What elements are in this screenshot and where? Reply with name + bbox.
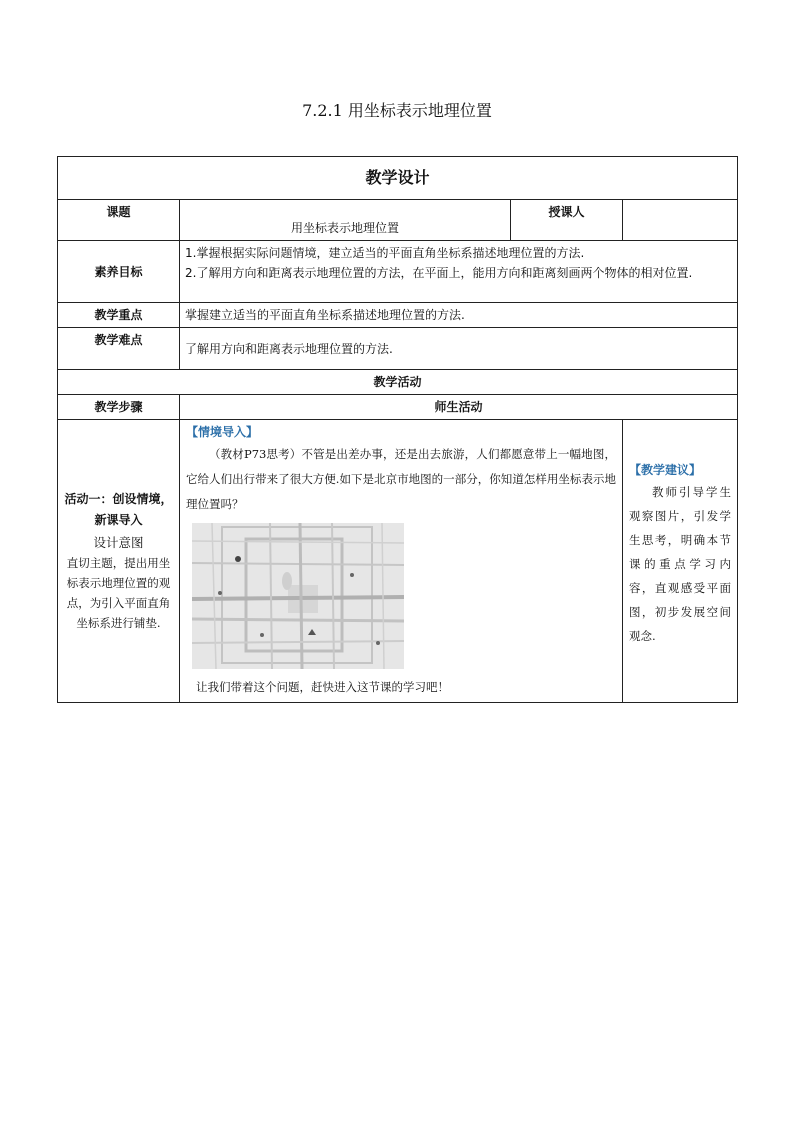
- teacher-label: 授课人: [511, 200, 623, 241]
- topic-value: 用坐标表示地理位置: [180, 200, 511, 241]
- closing-sentence: 让我们带着这个问题，赶快进入这节课的学习吧！: [196, 680, 449, 694]
- goals-cell: [180, 241, 738, 303]
- goals-label: 素养目标: [58, 241, 180, 303]
- teacher-student-label: 师生活动: [180, 395, 738, 420]
- beijing-map-image: [192, 523, 404, 669]
- page-title: 7.2.1 用坐标表示地理位置: [302, 101, 492, 120]
- difficulty-value: 了解用方向和距离表示地理位置的方法.: [180, 328, 738, 370]
- design-intent-label: 设计意图: [93, 535, 144, 550]
- key-point-label: 教学重点: [58, 303, 180, 328]
- topic-label: 课题: [58, 200, 180, 241]
- scenario-paragraph: （教材P73思考）不管是出差办事，还是出去旅游，人们都愿意带上一幅地图，它给人们出行带来了很大方便.如下是北京市地图的一部分，你知道怎样用坐标表示地理位置吗？: [186, 447, 616, 511]
- goal-item: 2.了解用方向和距离表示地理位置的方法，在平面上，能用方向和距离刻画两个物体的相对位置.: [185, 266, 693, 280]
- teaching-suggestion-cell: [623, 420, 738, 703]
- difficulty-label: 教学难点: [58, 328, 180, 370]
- scenario-tag: 【情境导入】: [186, 425, 259, 439]
- design-intent-text: 直切主题，提出用坐标表示地理位置的观点，为引入平面直角坐标系进行铺垫.: [66, 556, 171, 630]
- activity-name: 活动一：创设情境，新课导入: [64, 492, 173, 527]
- lesson-plan-table: [57, 156, 738, 703]
- teacher-value: [623, 200, 738, 241]
- key-point-value: 掌握建立适当的平面直角坐标系描述地理位置的方法.: [180, 303, 738, 328]
- suggestion-tag: 【教学建议】: [629, 463, 702, 477]
- suggestion-text: 教师引导学生观察图片，引发学生思考，明确本节课的重点学习内容，直观感受平面图，初步发展空间观念.: [629, 485, 732, 643]
- goal-item: 1.掌握根据实际问题情境，建立适当的平面直角坐标系描述地理位置的方法.: [185, 246, 585, 260]
- activity-step-cell: [58, 420, 180, 703]
- activity-content-cell: [180, 420, 623, 703]
- activities-heading: 教学活动: [58, 370, 738, 395]
- steps-label: 教学步骤: [58, 395, 180, 420]
- table-heading: 教学设计: [58, 157, 738, 200]
